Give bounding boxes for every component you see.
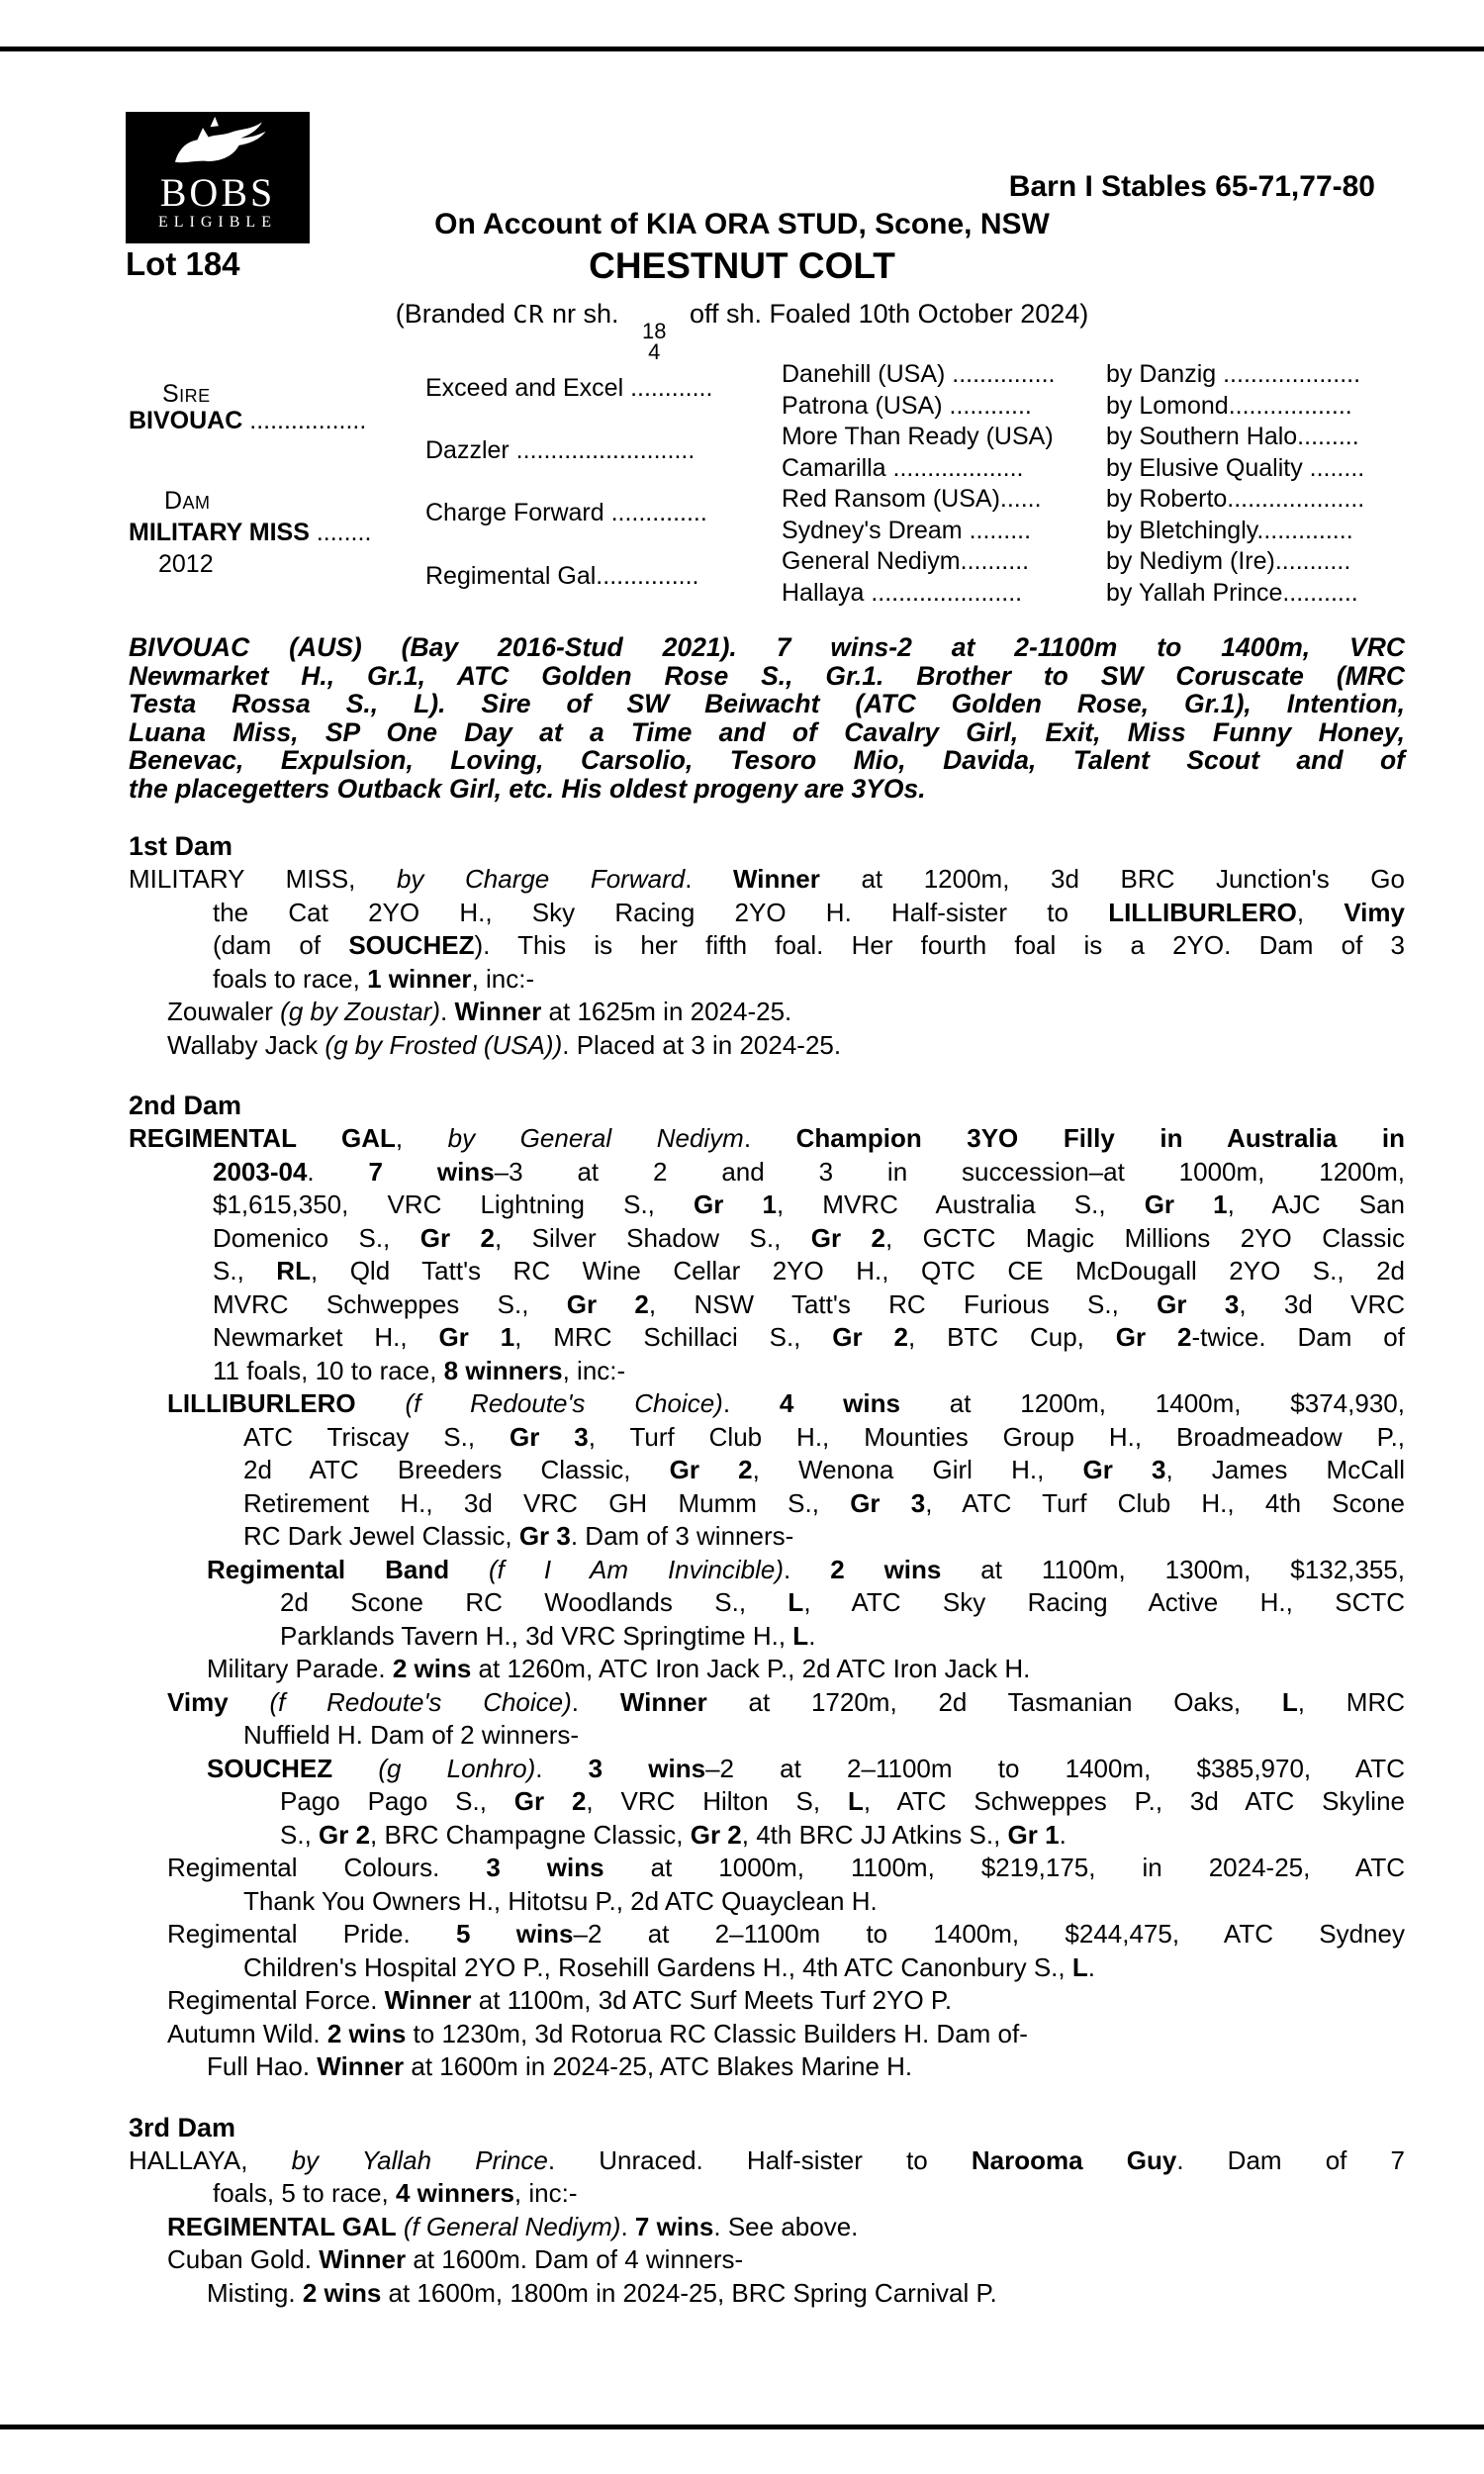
text-line: 2003-04. 7 wins–3 at 2 and 3 in succession–at 1000m, 1200m,	[213, 1156, 1405, 1187]
text-line: Parklands Tavern H., 3d VRC Springtime H., L.	[280, 1620, 816, 1651]
text-line: Pago Pago S., Gr 2, VRC Hilton S, L, ATC Schweppes P., 3d ATC Skyline	[280, 1786, 1405, 1816]
text-line: Thank You Owners H., Hitotsu P., 2d ATC Quayclean H.	[243, 1885, 878, 1916]
text-line: Regimental Force. Winner at 1100m, 3d ATC Surf Meets Turf 2YO P.	[167, 1985, 953, 2015]
text-line: (dam of SOUCHEZ). This is her fifth foal. Her fourth foal is a 2YO. Dam of 3	[213, 930, 1406, 960]
text-line: BIVOUAC (AUS) (Bay 2016-Stud 2021). 7 wins-2 at 2-1100m to 1400m, VRC	[129, 632, 1405, 662]
text-line: Vimy (f Redoute's Choice). Winner at 1720m, 2d Tasmanian Oaks, L, MRC	[167, 1686, 1406, 1717]
text-line: the Cat 2YO H., Sky Racing 2YO H. Half-sister to LILLIBURLERO, Vimy	[213, 897, 1405, 927]
text-line: Zouwaler (g by Zoustar). Winner at 1625m in 2024-25.	[167, 997, 792, 1026]
section-heading: 1st Dam	[129, 831, 233, 861]
text-line: Children's Hospital 2YO P., Rosehill Gardens H., 4th ATC Canonbury S., L.	[243, 1951, 1095, 1982]
dam-name-row	[129, 519, 371, 547]
brand-count-fraction	[642, 321, 666, 362]
sire-name: BIVOUAC	[129, 407, 243, 434]
brand-mark: CR	[512, 300, 545, 329]
pedigree-gen4-entry: by Lomond..................	[1106, 391, 1352, 420]
dam-sections	[129, 829, 1405, 2310]
text-line: Autumn Wild. 2 wins to 1230m, 3d Rotorua RC Classic Builders H. Dam of-	[167, 2018, 1028, 2048]
pedigree-gen2-entry: Charge Forward ..............	[425, 499, 707, 526]
branded-suffix: off sh. Foaled 10th October 2024)	[690, 299, 1089, 329]
text-line: LILLIBURLERO (f Redoute's Choice). 4 wins at 1200m, 1400m, $374,930,	[167, 1388, 1405, 1418]
barn-stables: Barn I Stables 65-71,77-80	[1008, 170, 1375, 203]
text-line: 2d Scone RC Woodlands S., L, ATC Sky Racing Active H., SCTC	[280, 1587, 1405, 1617]
section-body	[129, 2144, 1405, 2311]
text-line: Domenico S., Gr 2, Silver Shadow S., Gr 2, GCTC Magic Millions 2YO Classic	[213, 1222, 1405, 1253]
section-body	[129, 863, 1405, 1062]
text-line: SOUCHEZ (g Lonhro). 3 wins–2 at 2–1100m to 1400m, $385,970, ATC	[207, 1753, 1405, 1783]
pedigree-gen3	[782, 359, 1106, 609]
text-line: foals to race, 1 winner, inc:-	[213, 963, 535, 994]
branded-mid: nr sh.	[551, 299, 619, 329]
text-line: S., RL, Qld Tatt's RC Wine Cellar 2YO H., QTC CE McDougall 2YO S., 2d	[213, 1256, 1406, 1285]
pedigree-gen4-entry: by Nediym (Ire)...........	[1106, 547, 1351, 575]
text-line: HALLAYA, by Yallah Prince. Unraced. Half-sister to Narooma Guy. Dam of 7	[129, 2144, 1406, 2175]
sire-dots: .................	[249, 407, 367, 434]
pedigree-gen3-entry: More Than Ready (USA)	[782, 423, 1054, 450]
pedigree-gen3-entry: Hallaya ......................	[782, 578, 1023, 607]
text-line: Cuban Gold. Winner at 1600m. Dam of 4 winners-	[167, 2244, 744, 2274]
text-line: REGIMENTAL GAL, by General Nediym. Champion 3YO Filly in Australia in	[129, 1123, 1405, 1153]
text-line: Newmarket H., Gr.1, ATC Golden Rose S., Gr.1. Brother to SW Coruscate (MRC	[129, 660, 1405, 691]
pedigree-gen4-entry: by Elusive Quality ........	[1106, 453, 1365, 482]
pedigree-gen3-entry: Red Ransom (USA)......	[782, 485, 1042, 513]
section-heading: 3rd Dam	[129, 2112, 236, 2142]
text-line: $1,615,350, VRC Lightning S., Gr 1, MVRC Australia S., Gr 1, AJC San	[213, 1189, 1406, 1219]
catalogue-body	[129, 633, 1405, 2310]
text-line: Nuffield H. Dam of 2 winners-	[243, 1720, 580, 1750]
text-line: Wallaby Jack (g by Frosted (USA)). Placed at 3 in 2024-25.	[167, 1029, 842, 1060]
text-line: Regimental Band (f I Am Invincible). 2 wins at 1100m, 1300m, $132,355,	[207, 1554, 1405, 1584]
text-line: S., Gr 2, BRC Champagne Classic, Gr 2, 4th BRC JJ Atkins S., Gr 1.	[280, 1819, 1067, 1850]
branded-line	[0, 299, 1484, 362]
pedigree-gen2-entry: Exceed and Excel ............	[425, 374, 713, 402]
text-line: Military Parade. 2 wins at 1260m, ATC Iron Jack P., 2d ATC Iron Jack H.	[207, 1654, 1031, 1683]
brand-count-top: 18	[642, 319, 667, 343]
text-line: Testa Rossa S., L). Sire of SW Beiwacht (ATC Golden Rose, Gr.1), Intention,	[129, 689, 1405, 718]
text-line: 11 foals, 10 to race, 8 winners, inc:-	[213, 1355, 626, 1385]
pedigree-gen2-entry: Regimental Gal...............	[425, 562, 699, 590]
text-line: Misting. 2 wins at 1600m, 1800m in 2024-25, BRC Spring Carnival P.	[207, 2277, 997, 2308]
logo-subword: ELIGIBLE	[158, 214, 277, 231]
pedigree-gen3-entry: Danehill (USA) ...............	[782, 360, 1056, 388]
text-line: Retirement H., 3d VRC GH Mumm S., Gr 3, ATC Turf Club H., 4th Scone	[243, 1487, 1405, 1518]
dam-label: Dam	[164, 487, 211, 515]
top-rule	[0, 47, 1484, 51]
pedigree-gen2-entry: Dazzler ..........................	[425, 436, 696, 464]
section-heading: 2nd Dam	[129, 1091, 242, 1120]
text-line: ATC Triscay S., Gr 3, Turf Club H., Mounties Group H., Broadmeadow P.,	[243, 1421, 1406, 1452]
pedigree-gen4-entry: by Roberto....................	[1106, 485, 1365, 513]
pedigree-gen4-entry: by Danzig ....................	[1106, 360, 1361, 388]
dam-name: MILITARY MISS	[129, 519, 310, 546]
pedigree-gen4-entry: by Yallah Prince...........	[1106, 578, 1358, 607]
vendor-account: On Account of KIA ORA STUD, Scone, NSW	[434, 208, 1050, 240]
pedigree-gen3-entry: General Nediym..........	[782, 547, 1030, 575]
logo-word: BOBS	[159, 170, 276, 215]
pedigree-table	[129, 359, 1405, 618]
dam-year: 2012	[158, 550, 214, 578]
lot-number: Lot 184	[126, 245, 240, 282]
pedigree-gen3-entry: Sydney's Dream .........	[782, 516, 1032, 544]
text-line: 2d ATC Breeders Classic, Gr 2, Wenona Girl H., Gr 3, James McCall	[243, 1455, 1405, 1484]
bottom-rule	[0, 2425, 1484, 2429]
text-line: Benevac, Expulsion, Loving, Carsolio, Tesoro Mio, Davida, Talent Scout and of	[129, 745, 1405, 775]
text-line: MILITARY MISS, by Charge Forward. Winner at 1200m, 3d BRC Junction's Go	[129, 864, 1405, 894]
pedigree-gen3-entry: Camarilla ...................	[782, 453, 1024, 482]
pedigree-gen3-entry: Patrona (USA) ............	[782, 391, 1032, 420]
text-line: Regimental Colours. 3 wins at 1000m, 1100m, $219,175, in 2024-25, ATC	[167, 1853, 1405, 1882]
pedigree-gen4-entry: by Bletchingly..............	[1106, 516, 1353, 544]
text-line: MVRC Schweppes S., Gr 2, NSW Tatt's RC Furious S., Gr 3, 3d VRC	[213, 1288, 1406, 1319]
text-line: RC Dark Jewel Classic, Gr 3. Dam of 3 winners-	[243, 1521, 794, 1551]
branded-prefix: (Branded	[395, 299, 506, 329]
section-body	[129, 1122, 1405, 2084]
text-line: Full Hao. Winner at 1600m in 2024-25, ATC Blakes Marine H.	[207, 2051, 913, 2081]
pedigree-gen4-entry: by Southern Halo.........	[1106, 423, 1359, 450]
text-line: Luana Miss, SP One Day at a Time and of Cavalry Girl, Exit, Miss Funny Honey,	[129, 716, 1405, 747]
text-line: REGIMENTAL GAL (f General Nediym). 7 wins. See above.	[167, 2211, 859, 2241]
horse-head-icon	[154, 116, 281, 173]
sire-name-row	[129, 407, 366, 435]
text-line: foals, 5 to race, 4 winners, inc:-	[213, 2178, 578, 2208]
stallion-paragraph	[129, 633, 1405, 803]
brand-count-bottom: 4	[648, 339, 661, 364]
text-line: Newmarket H., Gr 1, MRC Schillaci S., Gr 2, BTC Cup, Gr 2-twice. Dam of	[213, 1322, 1405, 1352]
text-line: the placegetters Outback Girl, etc. His oldest progeny are 3YOs.	[129, 773, 926, 804]
dam-dots: ........	[316, 519, 372, 546]
text-line: Regimental Pride. 5 wins–2 at 2–1100m to 1400m, $244,475, ATC Sydney	[167, 1919, 1405, 1949]
sire-label: Sire	[162, 380, 211, 408]
page-title: CHESTNUT COLT	[589, 245, 895, 286]
pedigree-gen4	[1106, 359, 1405, 609]
